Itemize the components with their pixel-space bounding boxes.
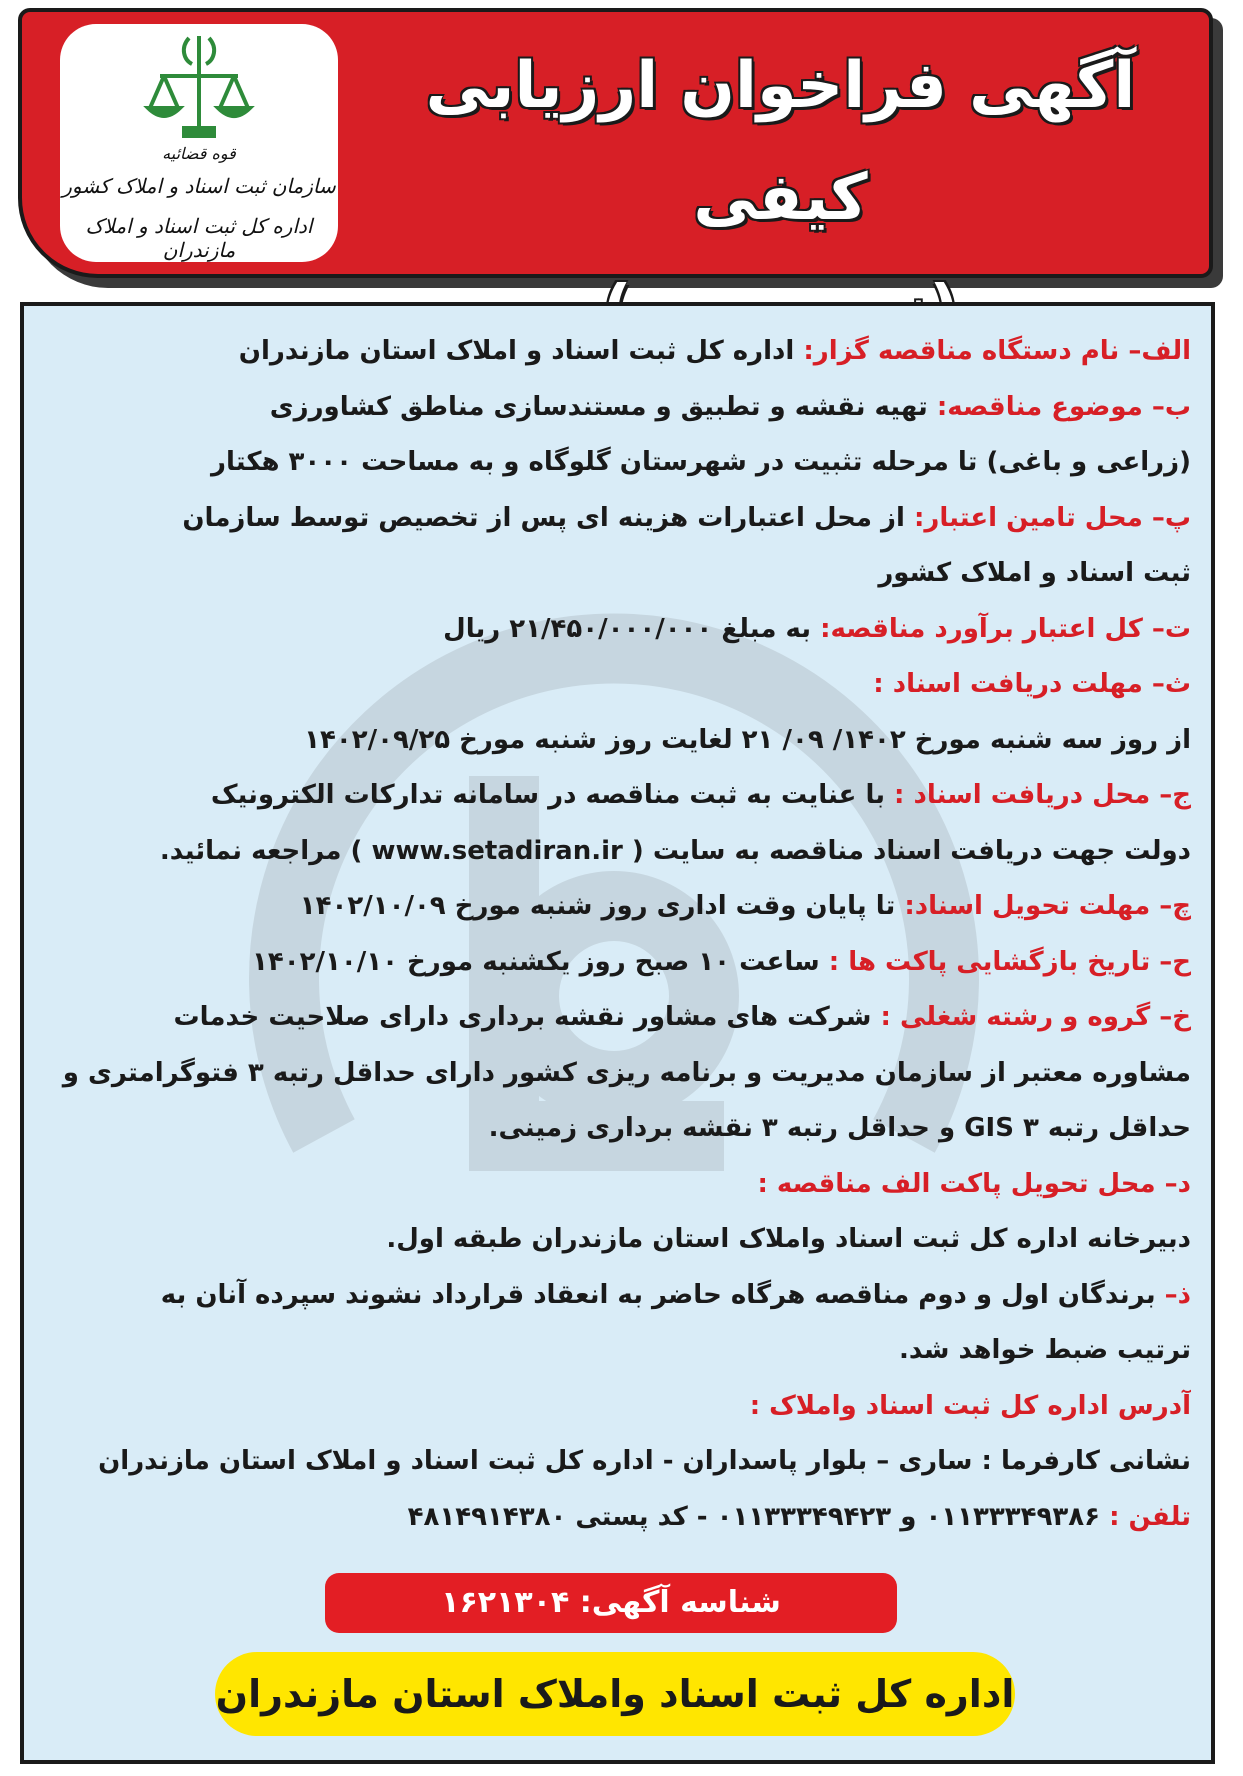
item-dal <box>50 1157 1191 1213</box>
phone-line <box>50 1490 1191 1546</box>
item-jim-label: ج– محل دریافت اسناد : <box>894 780 1191 810</box>
notice-content <box>50 324 1191 1545</box>
item-be-label: ب– موضوع مناقصه: <box>936 391 1191 422</box>
item-alef <box>50 324 1191 380</box>
item-pe-text: از محل اعتبارات هزینه ای پس از تخصیص توسط سازمان <box>182 502 905 533</box>
address-heading <box>50 1379 1191 1435</box>
item-jim <box>50 768 1191 824</box>
item-khe-continued-2: حداقل رتبه ۳ GIS و حداقل رتبه ۳ نقشه برداری زمینی. <box>488 1113 1191 1143</box>
logo-text-judiciary: قوه قضائیه <box>162 144 236 163</box>
item-jim-text-b: ) مراجعه نمائید. <box>159 835 363 866</box>
item-khe-text: شرکت های مشاور نقشه برداری دارای صلاحیت خدمات <box>173 1002 872 1032</box>
item-se-label: ث– مهلت دریافت اسناد : <box>873 669 1191 699</box>
item-che-label: چ– مهلت تحویل اسناد: <box>904 891 1191 921</box>
item-alef-label: الف– نام دستگاه مناقصه گزار: <box>803 336 1191 366</box>
item-he-text: ساعت ۱۰ صبح روز یکشنبه مورخ ۱۴۰۲/۱۰/۱۰ <box>252 946 820 977</box>
item-pe-continued: ثبت اسناد و املاک کشور <box>878 558 1191 588</box>
item-zal <box>50 1268 1191 1324</box>
logo-text-organization: سازمان ثبت اسناد و املاک کشور <box>62 174 336 198</box>
title-line-1: آگهی فراخوان ارزیابی کیفی <box>425 49 1136 235</box>
header-banner <box>18 8 1213 278</box>
item-be <box>50 380 1191 436</box>
item-zal-continued: ترتیب ضبط خواهد شد. <box>898 1335 1191 1365</box>
item-jim-continued <box>50 824 1191 880</box>
scales-emblem-icon <box>140 30 258 142</box>
item-zal-label: ذ– <box>1164 1279 1191 1310</box>
item-khe-continued-1: مشاوره معتبر از سازمان مدیریت و برنامه ریزی کشور دارای حداقل رتبه ۳ فتوگرامتری و <box>62 1057 1191 1088</box>
item-jim-text-a: دولت جهت دریافت اسناد مناقصه به سایت ( <box>631 835 1191 866</box>
logo-text-office: اداره کل ثبت اسناد و املاک مازندران <box>85 214 313 262</box>
address-text: نشانی کارفرما : ساری – بلوار پاسداران - اداره کل ثبت اسناد و املاک استان مازندران <box>98 1446 1191 1476</box>
item-zal-text: برندگان اول و دوم مناقصه هرگاه حاضر به انعقاد قرارداد نشوند سپرده آنان به <box>160 1279 1156 1310</box>
address-label: آدرس اداره کل ثبت اسناد واملاک : <box>749 1390 1191 1421</box>
item-se-text: از روز سه شنبه مورخ ۱۴۰۲/ ۰۹/ ۲۱ لغایت روز شنبه مورخ ۱۴۰۲/۰۹/۲۵ <box>304 724 1191 755</box>
item-dal-label: د– محل تحویل پاکت الف مناقصه : <box>757 1168 1191 1199</box>
judiciary-logo <box>60 24 338 262</box>
item-che-text: تا پایان وقت اداری روز شنبه مورخ ۱۴۰۲/۱۰/۰۹ <box>299 891 896 921</box>
item-te-text: به مبلغ ۲۱/۴۵۰/۰۰۰/۰۰۰ ریال <box>443 613 812 644</box>
item-dal-text: دبیرخانه اداره کل ثبت اسناد واملاک استان مازندران طبقه اول. <box>386 1224 1191 1254</box>
item-pe-label: پ– محل تامین اعتبار: <box>914 502 1191 533</box>
phone-text: ۰۱۱۳۳۳۴۹۳۸۶ و ۰۱۱۳۳۳۴۹۴۲۳ - کد پستی ۴۸۱۴۹۱۴۳۸۰ <box>407 1501 1100 1532</box>
item-khe-label: خ– گروه و رشته شغلی : <box>880 1002 1191 1032</box>
item-pe <box>50 491 1191 547</box>
ad-id-badge: شناسه آگهی: ۱۶۲۱۳۰۴ <box>325 1573 897 1633</box>
item-che <box>50 879 1191 935</box>
phone-label: تلفن : <box>1109 1501 1191 1532</box>
item-be-continued: (زراعی و باغی) تا مرحله تثبیت در شهرستان گلوگاه و به مساحت ۳۰۰۰ هکتار <box>210 447 1191 477</box>
item-khe <box>50 990 1191 1046</box>
item-te-label: ت– کل اعتبار برآورد مناقصه: <box>820 613 1191 644</box>
item-he <box>50 935 1191 991</box>
item-be-text: تهیه نقشه و تطبیق و مستندسازی مناطق کشاورزی <box>269 391 928 422</box>
notice-body <box>20 302 1215 1764</box>
item-se <box>50 657 1191 713</box>
item-alef-text: اداره کل ثبت اسناد و املاک استان مازندران <box>238 336 795 366</box>
item-he-label: ح– تاریخ بازگشایی پاکت ها : <box>828 946 1191 977</box>
setadiran-link[interactable]: www.setadiran.ir <box>371 835 623 866</box>
footer-banner: اداره کل ثبت اسناد واملاک استان مازندران <box>215 1652 1015 1736</box>
item-te <box>50 602 1191 658</box>
item-jim-text: با عنایت به ثبت مناقصه در سامانه تدارکات الکترونیک <box>210 780 885 810</box>
